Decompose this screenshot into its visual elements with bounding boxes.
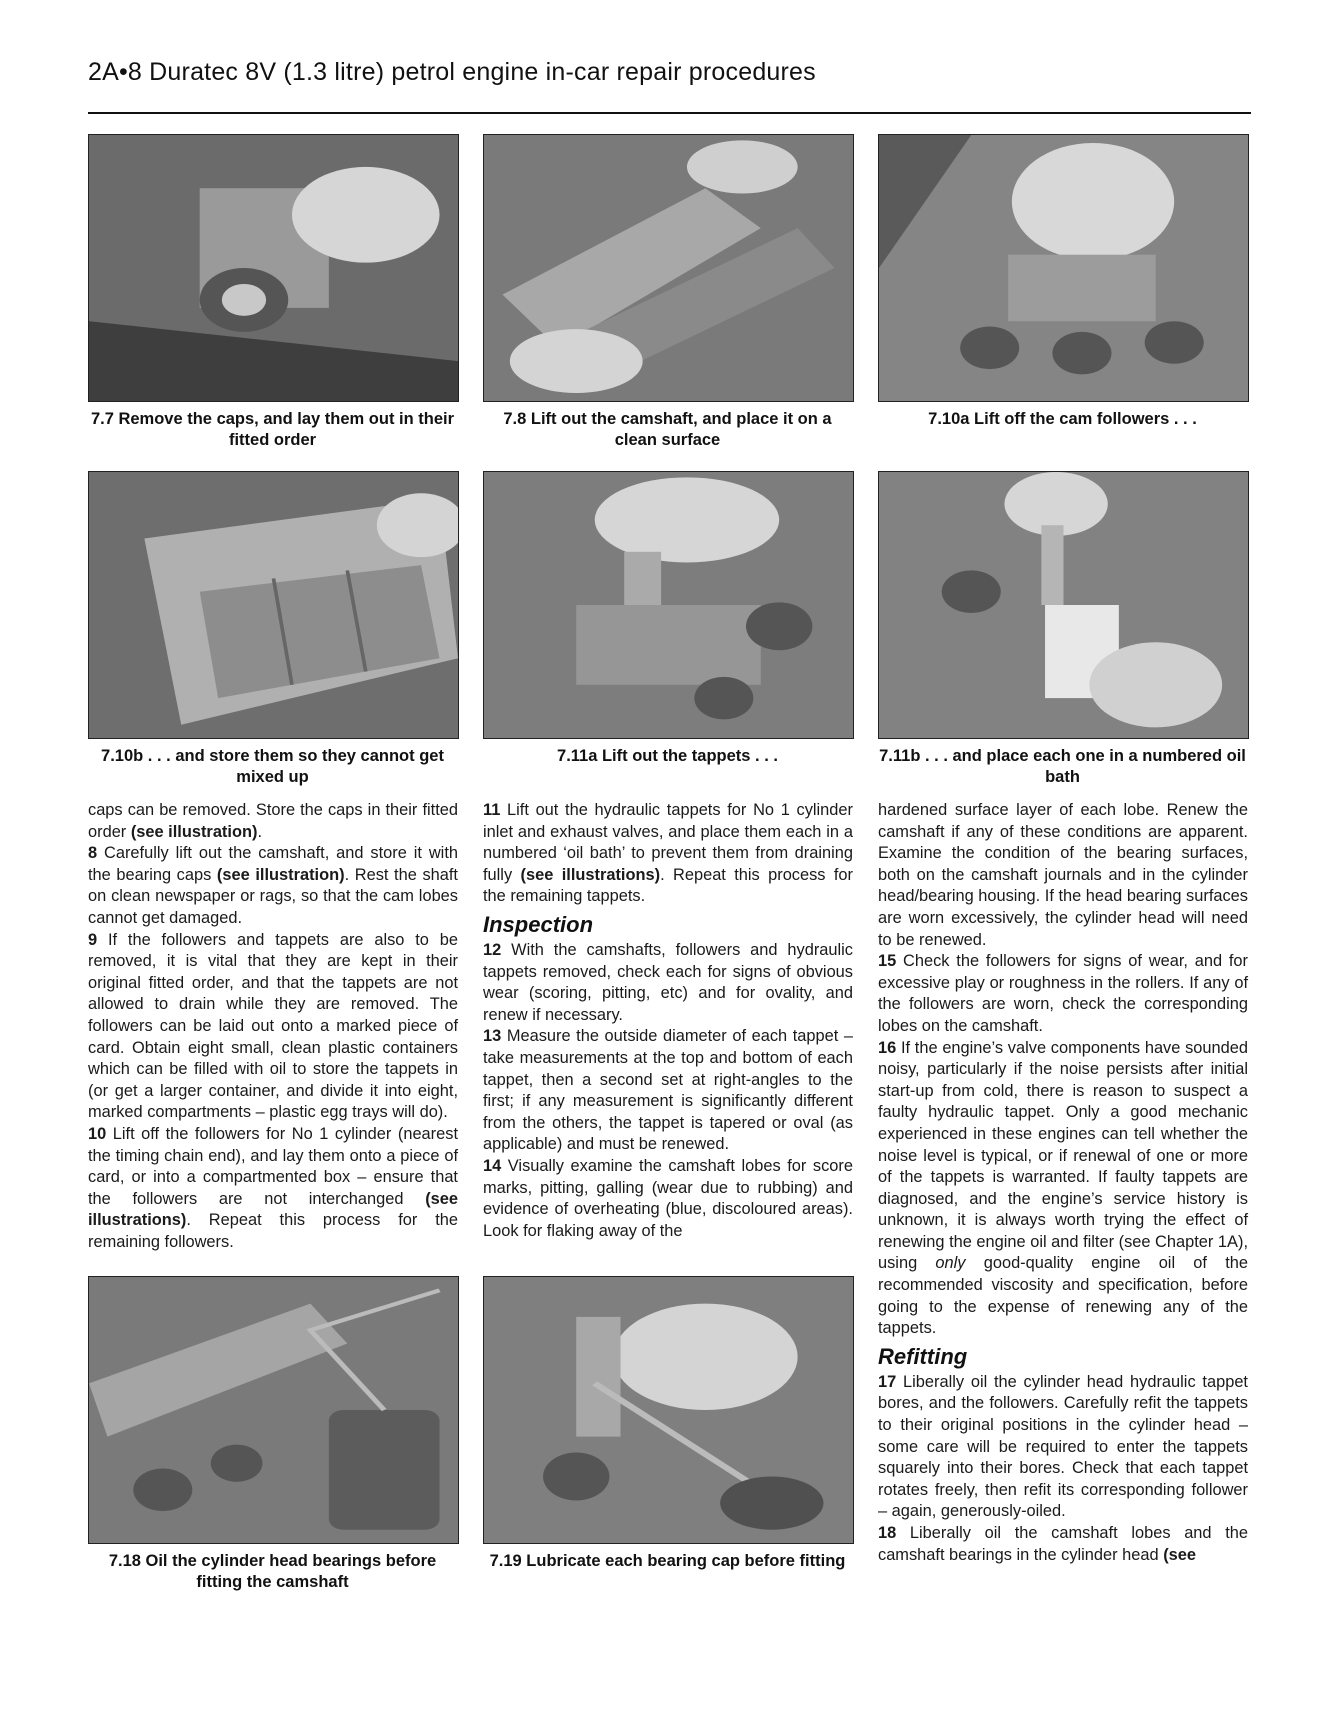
figure-7-11b-caption: 7.11b . . . and place each one in a numbered oil bath (879, 747, 1246, 786)
paragraph-14-continuation: hardened surface layer of each lobe. Renew the camshaft if any of these conditions are apparent. Examine the condition of the bearing surfaces, both on the camshaft journals and in the cylinder head/bearing housing. If the head bearing surfaces are worn excessively, the cylinder head will need to be renewed. (878, 801, 1248, 949)
text-column-1 (88, 800, 458, 1253)
text-column-2 (483, 800, 853, 1242)
figure-7-10b-caption: 7.10b . . . and store them so they cannot get mixed up (101, 747, 444, 786)
paragraph-17: 17 Liberally oil the cylinder head hydraulic tappet bores, and the followers. Carefully refit the tappets to their original positions in the cylinder head – some care will be required to enter the tappets squarely into their bores. Check that each tappet rotates freely, then refit its corresponding follower – again, generously-oiled. (878, 1372, 1248, 1521)
figure-7-10a-photo (878, 134, 1249, 402)
figure-7-18-caption: 7.18 Oil the cylinder head bearings before fitting the camshaft (108, 1552, 437, 1591)
bearing-cap-lubrication-photo-icon (484, 1277, 853, 1543)
figure-7-18-photo (88, 1276, 459, 1544)
figure-7-19-photo (483, 1276, 854, 1544)
paragraph-15: 15 Check the followers for signs of wear, and for excessive play or roughness in the rollers. If any of the followers are worn, check the corresponding lobes on the camshaft. (878, 952, 1248, 1035)
heading-inspection: Inspection (483, 911, 594, 937)
header-rule (88, 112, 1251, 114)
text-column-3 (878, 800, 1248, 1566)
camshaft-removal-photo-icon (484, 135, 853, 401)
page-header: 2A•8 Duratec 8V (1.3 litre) petrol engine in-car repair procedures (88, 58, 816, 86)
figure-7-10b-photo (88, 471, 459, 739)
paragraph-11: 11 Lift out the hydraulic tappets for No 1 cylinder inlet and exhaust valves, and place them each in a numbered ‘oil bath’ to prevent them from draining fully (see illustrations). Repeat this process for the remaining tappets. (483, 801, 854, 906)
paragraph-14: 14 Visually examine the camshaft lobes for score marks, pitting, galling (wear due to rubbing) and evidence of overheating (blue, discoloured areas). Look for flaking away of the (483, 1156, 853, 1240)
figure-7-11a-photo (483, 471, 854, 739)
figure-7-8-caption: 7.8 Lift out the camshaft, and place it on a clean surface (503, 410, 832, 449)
paragraph-13: 13 Measure the outside diameter of each tappet – take measurements at the top and bottom of each tappet, then a second set at right-angles to the first; if any measurement is significantly different from the others, the tappet is tapered or oval (as applicable) and must be renewed. (483, 1027, 853, 1154)
figure-7-7-photo (88, 134, 459, 402)
figure-7-7-caption: 7.7 Remove the caps, and lay them out in their fitted order (90, 410, 455, 449)
paragraph-8: 8 Carefully lift out the camshaft, and store it with the bearing caps (see illustration). Rest the shaft on clean newspaper or rags, so that the cam lobes cannot get damaged. (88, 844, 458, 927)
follower-storage-box-photo-icon (89, 472, 458, 738)
figure-7-11b-photo (878, 471, 1249, 739)
paragraph-continuation: caps can be removed. Store the caps in their fitted order (see illustration). (88, 801, 458, 841)
camshaft-caps-photo-icon (89, 135, 458, 401)
paragraph-16: 16 If the engine’s valve components have sounded noisy, particularly if the noise persists after initial start-up from cold, there is reason to suspect a faulty hydraulic tappet. Only a good mechanic experienced in these engines can tell whether the noise level is typical, or if renewal of one or more of the tappets is warranted. If faulty tappets are diagnosed, and the engine’s service history is unknown, it is always worth trying the effect of renewing the engine oil and filter (see Chapter 1A), using only good-quality engine oil of the recommended viscosity and specification, before going to the expense of renewing any of the tappets. (878, 1038, 1248, 1338)
heading-refitting: Refitting (878, 1343, 968, 1369)
figure-7-8-photo (483, 134, 854, 402)
paragraph-18: 18 Liberally oil the camshaft lobes and the camshaft bearings in the cylinder head (see (878, 1524, 1248, 1564)
figure-7-11a-caption: 7.11a Lift out the tappets . . . (557, 747, 778, 765)
cam-followers-photo-icon (879, 135, 1248, 401)
figure-7-19-caption: 7.19 Lubricate each bearing cap before fitting (489, 1552, 846, 1570)
tappet-removal-photo-icon (484, 472, 853, 738)
paragraph-10: 10 Lift off the followers for No 1 cylinder (nearest the timing chain end), and lay them onto a piece of card, or into a compartmented box – ensure that the followers are not interchanged (see illustrations). Repeat this process for the remaining followers. (88, 1124, 458, 1251)
paragraph-9: 9 If the followers and tappets are also to be removed, it is vital that they are kept in their original fitted order, and that the tappets are not allowed to drain while they are removed. The followers can be laid out onto a marked piece of card. Obtain eight small, clean plastic containers which can be filled with oil to store the tappets in (or get a larger container, and divide it into eight, marked compartments – plastic egg trays will do). (88, 930, 458, 1122)
figure-7-10a-caption: 7.10a Lift off the cam followers . . . (928, 410, 1197, 428)
oil-can-photo-icon (89, 1277, 458, 1543)
tappet-oil-bath-photo-icon (879, 472, 1248, 738)
paragraph-12: 12 With the camshafts, followers and hydraulic tappets removed, check each for signs of obvious wear (scoring, pitting, etc) and for ovality, and renew if necessary. (483, 940, 853, 1024)
